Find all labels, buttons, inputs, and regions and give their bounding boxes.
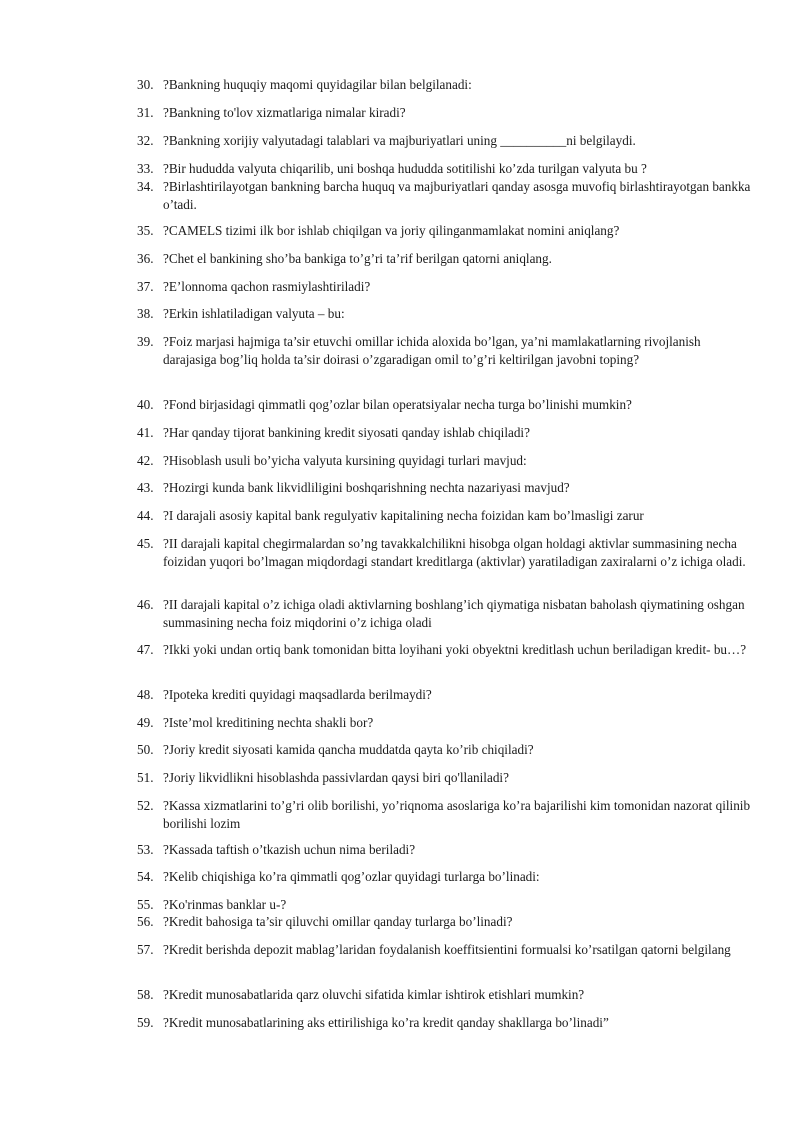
question-item — [137, 305, 752, 323]
question-item — [137, 797, 752, 832]
question-number: 41. — [137, 425, 154, 440]
question-text: ?Kredit munosabatlarida qarz oluvchi sifatida kimlar ishtirok etishlari mumkin? — [163, 987, 585, 1002]
question-text: ?Kredit bahosiga ta’sir qiluvchi omillar qanday turlarga bo’linadi? — [163, 914, 513, 929]
question-text: ?Bankning to'lov xizmatlariga nimalar kiradi? — [163, 105, 406, 120]
question-item — [137, 986, 752, 1004]
question-text: ?Joriy kredit siyosati kamida qancha muddatda qayta ko’rib chiqiladi? — [163, 742, 534, 757]
question-item — [137, 641, 752, 659]
question-number: 58. — [137, 987, 154, 1002]
question-number: 30. — [137, 77, 154, 92]
question-text: ?Fond birjasidagi qimmatli qog’ozlar bilan operatsiyalar necha turga bo’linishi mumkin? — [163, 397, 632, 412]
question-item — [137, 686, 752, 704]
question-number: 44. — [137, 508, 154, 523]
question-text: ?Chet el bankining sho’ba bankiga to’g’ri ta’rif berilgan qatorni aniqlang. — [163, 251, 552, 266]
question-text: ?Kredit munosabatlarining aks ettirilishiga ko’ra kredit qanday shakllarga bo’linadi” — [163, 1015, 609, 1030]
question-number: 32. — [137, 133, 154, 148]
question-item — [137, 396, 752, 414]
question-text: ?Erkin ishlatiladigan valyuta – bu: — [163, 306, 345, 321]
question-text: ?Ikki yoki undan ortiq bank tomonidan bitta loyihani yoki obyektni kreditlash uchun beriladigan kredit- bu…? — [163, 642, 747, 657]
question-number: 45. — [137, 536, 154, 551]
question-item — [137, 104, 752, 122]
question-text: ?Joriy likvidlikni hisoblashda passivlardan qaysi biri qo'llaniladi? — [163, 770, 509, 785]
question-number: 34. — [137, 179, 154, 194]
question-item — [137, 278, 752, 296]
question-item — [137, 841, 752, 859]
question-text: ?Kassa xizmatlarini to’g’ri olib borilishi, yo’riqnoma asoslariga ko’ra bajarilishi kim tomonidan nazorat qilinib borilishi lozim — [163, 798, 751, 831]
question-number: 46. — [137, 597, 154, 612]
question-item — [137, 769, 752, 787]
question-number: 56. — [137, 914, 154, 929]
question-item — [137, 132, 752, 150]
question-item — [137, 896, 752, 914]
question-number: 57. — [137, 942, 154, 957]
question-text: ?Ipoteka krediti quyidagi maqsadlarda berilmaydi? — [163, 687, 432, 702]
question-number: 37. — [137, 279, 154, 294]
question-item — [137, 535, 752, 570]
question-text: ?Har qanday tijorat bankining kredit siyosati qanday ishlab chiqiladi? — [163, 425, 530, 440]
question-number: 43. — [137, 480, 154, 495]
question-text: ?II darajali kapital o’z ichiga oladi aktivlarning boshlang’ich qiymatiga nisbatan baholash qiymatining oshgan summasining necha foiz miqdorini o’z ichiga oladi — [163, 597, 745, 630]
question-number: 42. — [137, 453, 154, 468]
question-text: ?Hozirgi kunda bank likvidliligini boshqarishning nechta nazariyasi mavjud? — [163, 480, 570, 495]
question-text: ?Kredit berishda depozit mablag’laridan foydalanish koeffitsientini formualsi ko’rsatilgan qatorni belgilang — [163, 942, 731, 957]
question-text: ?Bir hududda valyuta chiqarilib, uni boshqa hududda sotitilishi ko’zda turilgan valyuta bu ? — [163, 161, 647, 176]
question-item — [137, 1014, 752, 1032]
question-number: 53. — [137, 842, 154, 857]
question-item — [137, 452, 752, 470]
question-text: ?Iste’mol kreditining nechta shakli bor? — [163, 715, 374, 730]
question-item — [137, 250, 752, 268]
question-number: 31. — [137, 105, 154, 120]
question-item — [137, 479, 752, 497]
question-number: 40. — [137, 397, 154, 412]
question-number: 47. — [137, 642, 154, 657]
question-item — [137, 868, 752, 886]
question-number: 39. — [137, 334, 154, 349]
question-number: 33. — [137, 161, 154, 176]
question-number: 36. — [137, 251, 154, 266]
question-item — [137, 714, 752, 732]
question-number: 48. — [137, 687, 154, 702]
question-text: ?Bankning xorijiy valyutadagi talablari va majburiyatlari uning __________ni belgilaydi. — [163, 133, 636, 148]
question-number: 52. — [137, 798, 154, 813]
question-text: ?Kassada taftish o’tkazish uchun nima beriladi? — [163, 842, 416, 857]
question-item — [137, 333, 752, 368]
question-text: ?Kelib chiqishiga ko’ra qimmatli qog’ozlar quyidagi turlarga bo’linadi: — [163, 869, 540, 884]
question-item — [137, 741, 752, 759]
question-item — [137, 913, 752, 931]
question-text: ?Foiz marjasi hajmiga ta’sir etuvchi omillar ichida aloxida bo’lgan, ya’ni mamlakatlarning rivojlanish darajasiga bog’liq holda ta’sir doirasi o’zgaradigan omil to’g’ri keltirilgan javobni toping? — [163, 334, 701, 367]
question-number: 55. — [137, 897, 154, 912]
question-item — [137, 424, 752, 442]
question-item — [137, 222, 752, 240]
question-number: 35. — [137, 223, 154, 238]
question-text: ?I darajali asosiy kapital bank regulyativ kapitalining necha foizidan kam bo’lmasligi zarur — [163, 508, 644, 523]
question-number: 54. — [137, 869, 154, 884]
question-item — [137, 941, 752, 959]
question-item — [137, 76, 752, 94]
question-item — [137, 160, 752, 178]
question-text: ?Birlashtirilayotgan bankning barcha huquq va majburiyatlari qanday asosga muvofiq birlashtirayotgan bankka o’tadi. — [163, 179, 751, 212]
question-item — [137, 596, 752, 631]
question-number: 51. — [137, 770, 154, 785]
question-text: ?II darajali kapital chegirmalardan so’ng tavakkalchilikni hisobga olgan holdagi aktivlar summasining necha foizidan yuqori bo’lmagan miqdordagi standart kreditlarga (aktivlar) yaratiladigan zaxiralarni o’z ichiga oladi. — [163, 536, 746, 569]
question-number: 50. — [137, 742, 154, 757]
question-text: ?CAMELS tizimi ilk bor ishlab chiqilgan va joriy qilinganmamlakat nomini aniqlang? — [163, 223, 620, 238]
question-text: ?Ko'rinmas banklar u-? — [163, 897, 287, 912]
question-text: ?Bankning huquqiy maqomi quyidagilar bilan belgilanadi: — [163, 77, 472, 92]
question-text: ?Hisoblash usuli bo’yicha valyuta kursining quyidagi turlari mavjud: — [163, 453, 527, 468]
question-number: 49. — [137, 715, 154, 730]
question-number: 59. — [137, 1015, 154, 1030]
question-item — [137, 178, 752, 213]
question-item — [137, 507, 752, 525]
question-text: ?E’lonnoma qachon rasmiylashtiriladi? — [163, 279, 371, 294]
question-number: 38. — [137, 306, 154, 321]
